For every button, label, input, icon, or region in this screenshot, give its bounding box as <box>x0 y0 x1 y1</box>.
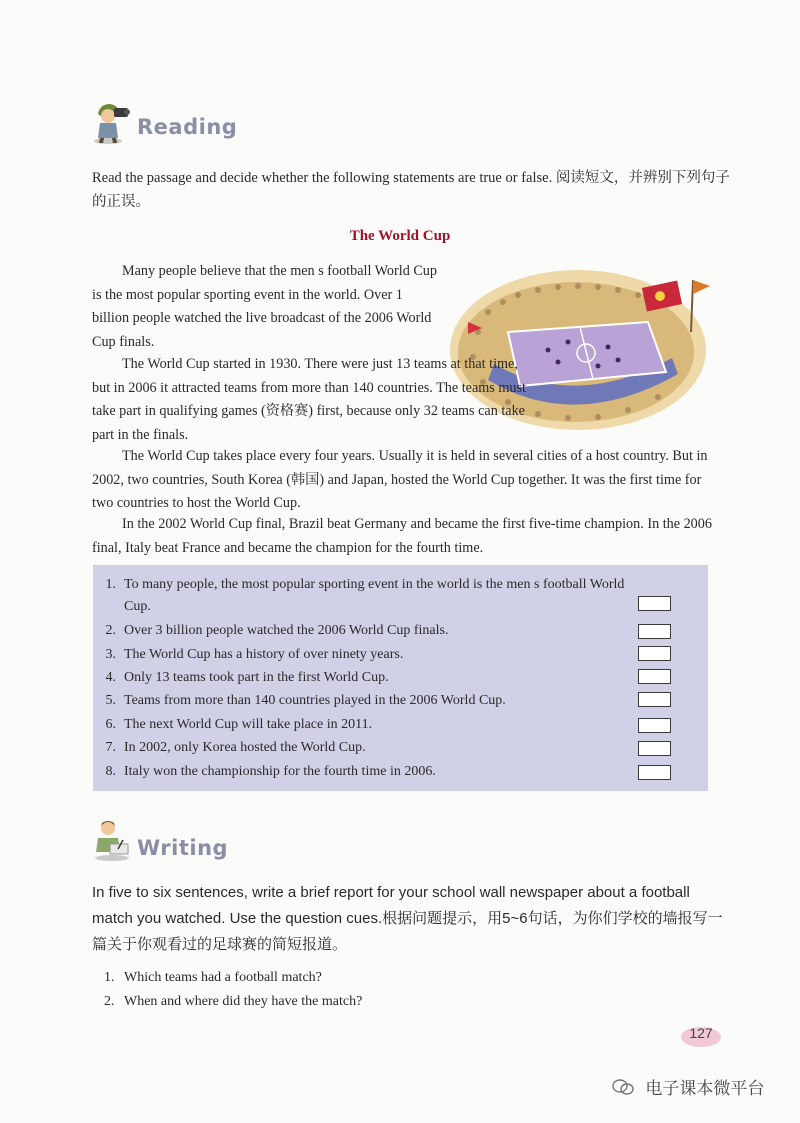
question-cue <box>104 992 362 1012</box>
statement-number: 7. <box>105 740 116 755</box>
wechat-icon <box>612 1078 634 1101</box>
passage-paragraph-1: Many people believe that the men s football World Cup is the most popular sporting event in the world. Over 1 billion people watched the live broadcast of the 2006 World Cup finals. <box>92 263 437 350</box>
statement-number: 3. <box>105 647 116 662</box>
question-text: When and where did they have the match? <box>124 994 363 1009</box>
answer-box-8[interactable] <box>638 765 671 780</box>
passage-paragraph-2: The World Cup started in 1930. There were just 13 teams at that time, but in 2006 it attracted teams from more than 140 countries. The teams must take part in qualifying games (资格赛) first, because only 32 teams can take part in the finals. <box>92 356 526 443</box>
question-number: 1. <box>104 970 115 985</box>
statement-number: 6. <box>105 717 116 732</box>
question-cue <box>104 968 322 988</box>
answer-box-3[interactable] <box>638 646 671 661</box>
question-number: 2. <box>104 994 115 1009</box>
answer-box-4[interactable] <box>638 669 671 684</box>
statement-text: To many people, the most popular sporting event in the world is the men s football World Cup. <box>124 577 625 614</box>
answer-box-7[interactable] <box>638 741 671 756</box>
passage-paragraph-3: The World Cup takes place every four years. Usually it is held in several cities of a host country. But in 2002, two countries, South Korea (韩国) and Japan, hosted the World Cup together. It was the first time for two countries to host the World Cup. <box>92 448 708 511</box>
answer-box-1[interactable] <box>638 596 671 611</box>
statement-text: Italy won the championship for the fourth time in 2006. <box>124 764 436 779</box>
footer-watermark <box>612 1074 764 1101</box>
reading-section-title: Reading <box>137 115 238 139</box>
statement-text: The next World Cup will take place in 2011. <box>124 717 373 732</box>
statement-text: In 2002, only Korea hosted the World Cup. <box>124 740 366 755</box>
answer-box-2[interactable] <box>638 624 671 639</box>
statement-number: 5. <box>105 693 116 708</box>
page-number: 127 <box>689 1025 713 1041</box>
question-text: Which teams had a football match? <box>124 970 322 985</box>
reading-instruction: Read the passage and decide whether the following statements are true or false. 阅读短文，并辨别下列句子的正误。 <box>92 170 730 210</box>
statement-text: Over 3 billion people watched the 2006 World Cup finals. <box>124 623 449 638</box>
answer-box-6[interactable] <box>638 718 671 733</box>
writing-instruction: In five to six sentences, write a brief report for your school wall newspaper about a football match you watched. Use the question cues.根据问题提示，用5~6句话，为你们学校的墙报写一篇关于你观看过的足球赛的简短报道。 <box>92 884 723 953</box>
statement-text: The World Cup has a history of over ninety years. <box>124 647 404 662</box>
statement-number: 8. <box>105 764 116 779</box>
statement-number: 1. <box>105 577 116 592</box>
passage-paragraph-4: In the 2002 World Cup final, Brazil beat Germany and became the first five-time champion. In the 2006 final, Italy beat France and became the champion for the fourth time. <box>92 516 712 556</box>
passage-title: The World Cup <box>349 228 451 244</box>
statement-number: 2. <box>105 623 116 638</box>
statement-text: Only 13 teams took part in the first World Cup. <box>124 670 389 685</box>
page-number-badge <box>680 1022 722 1048</box>
statement-text: Teams from more than 140 countries played in the 2006 World Cup. <box>124 693 506 708</box>
writing-icon <box>90 818 134 862</box>
reading-icon <box>88 96 132 144</box>
answer-box-5[interactable] <box>638 692 671 707</box>
statement-number: 4. <box>105 670 116 685</box>
footer-text: 电子课本微平台 <box>645 1079 765 1099</box>
writing-section-title: Writing <box>137 836 229 860</box>
